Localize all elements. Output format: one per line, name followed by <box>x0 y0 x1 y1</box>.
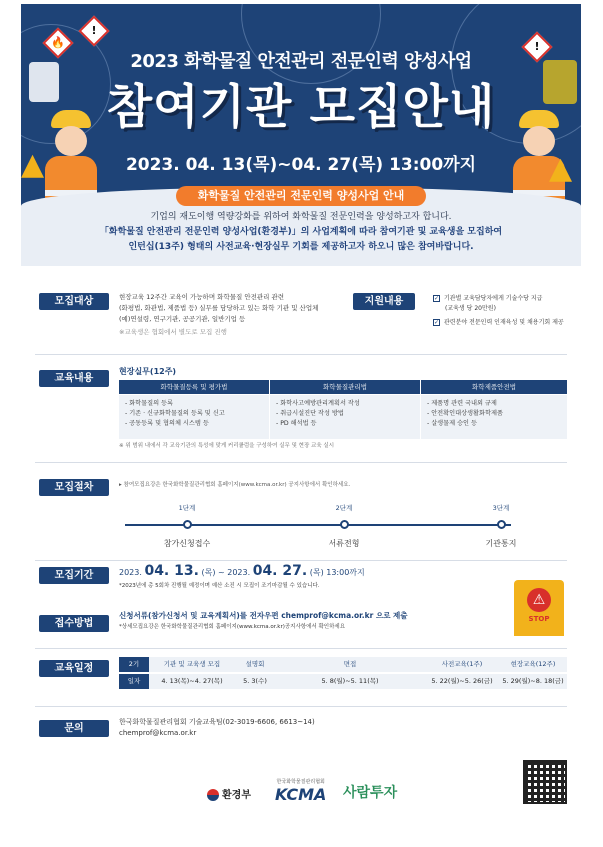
education-item: - 기존 · 신규화학물질의 등록 및 신고 <box>125 410 225 417</box>
section-label-period: 모집기간 <box>39 567 109 584</box>
intro-line: 인턴십(13주) 형태의 사전교육·현장실무 기회를 제공하고자 하오니 많은 참여바랍니다. <box>128 242 474 252</box>
step-name: 서류전형 <box>328 539 360 548</box>
logo-me-text: 환경부 <box>222 790 251 801</box>
subtitle: 2023 화학물질 안전관리 전문인력 양성사업 <box>130 51 472 72</box>
education-col-header: 화학물질관리법 <box>270 380 420 394</box>
checkbox-icon: ✓ <box>434 319 440 326</box>
step-number: 1단계 <box>178 504 196 512</box>
education-item: - 화학물질의 등록 <box>125 400 174 407</box>
logo-people-invest: 사람투자 <box>343 785 398 801</box>
intro-text <box>81 210 521 255</box>
recruit-date: 2023. 04. 13(목)~04. 27(목) 13:00까지 <box>125 155 477 175</box>
apply-main: 신청서류(참가신청서 및 교육계획서)를 전자우편 chemprof@kcma.or.kr 으로 제출 <box>119 611 408 620</box>
divider <box>35 706 567 707</box>
step-name: 기관통지 <box>485 539 517 548</box>
schedule-header-cell: 현장교육(12주) <box>510 660 556 668</box>
schedule-header-cell: 면접 <box>343 660 357 668</box>
logo-kcma <box>275 778 326 804</box>
period-start: 04. 13. <box>144 563 199 579</box>
support-text <box>433 294 573 328</box>
education-heading: 현장실무(12주) <box>119 367 177 376</box>
step-number: 2단계 <box>335 504 353 512</box>
section-label-target: 모집대상 <box>39 293 109 310</box>
education-note: ※ 위 범위 내에서 각 교육기관의 특성에 맞게 커리큘럼을 구성하여 실무 및 현장 교육 실시 <box>119 443 335 449</box>
hazard-flame-icon: 🔥 <box>42 27 73 58</box>
schedule-cell: 일자 <box>119 674 149 689</box>
education-col-cell <box>421 395 567 439</box>
period-note: *2023년에 총 5회차 진행될 예정이며 예산 소진 시 모집이 조기마감될 수 있습니다. <box>119 583 320 589</box>
section-label-education: 교육내용 <box>39 370 109 387</box>
schedule-header-cell: 기관 및 교육생 모집 <box>163 660 221 668</box>
stop-warning-icon: ⚠ <box>527 588 551 612</box>
education-item: - 취급시설진단 작성 방법 <box>276 410 344 417</box>
hazard-exclamation-icon: ! <box>78 15 109 46</box>
info-pill: 화학물질 안전관리 전문인력 양성사업 안내 <box>176 186 426 206</box>
period-start-day: (목) ~ 2023. <box>201 568 251 577</box>
contact-line: 한국화학물질관리협회 기술교육팀(02-3019-6606, 6613~14) <box>119 718 315 726</box>
schedule-row <box>119 674 567 689</box>
divider <box>35 560 567 561</box>
schedule-cell: 5. 3(수) <box>243 677 267 685</box>
schedule-cell: 5. 22(월)~5. 26(금) <box>431 677 493 685</box>
step-name: 참가신청접수 <box>163 539 211 548</box>
section-label-contact: 문의 <box>39 720 109 737</box>
period-end-day: (목) 13:00까지 <box>309 568 365 577</box>
target-note: ※교육생은 협회에서 별도로 모집 진행 <box>119 328 227 336</box>
stop-text: STOP <box>528 615 550 623</box>
schedule-cell: 5. 29(월)~8. 18(금) <box>502 677 564 685</box>
period-range <box>119 563 365 579</box>
schedule-cell: 4. 13(목)~4. 27(목) <box>161 677 223 685</box>
support-item: (교육생 당 20만원) <box>445 305 496 312</box>
logo-kcma-sub: 한국화학물질관리협회 <box>276 779 325 785</box>
schedule-cell: 5. 8(월)~5. 11(목) <box>321 677 379 685</box>
support-item: 기관별 교육담당자에게 기술수당 지급 <box>444 295 543 302</box>
schedule-header-row <box>119 657 567 672</box>
content-area <box>21 266 581 847</box>
section-label-schedule: 교육일정 <box>39 660 109 677</box>
step-dot <box>497 520 506 529</box>
education-item: - 살생물제 승인 등 <box>427 420 477 427</box>
education-col-header: 화학제품안전법 <box>421 380 567 394</box>
education-item: - PD 해석법 등 <box>276 420 317 427</box>
divider <box>35 648 567 649</box>
education-item: - 공동등록 및 협의체 시스템 등 <box>125 420 209 427</box>
stop-sign-illustration <box>514 580 564 636</box>
schedule-header-cell: 설명회 <box>245 660 265 668</box>
warning-triangle-icon: ▲ <box>549 151 573 186</box>
divider <box>35 462 567 463</box>
target-line: (화평법, 화관법, 제품법 등) 실무를 담당하고 있는 화학 기관 및 산업체 <box>119 304 319 312</box>
step-dot <box>340 520 349 529</box>
taegeuk-icon <box>207 789 219 801</box>
contact-email[interactable]: chemprof@kcma.or.kr <box>119 729 197 737</box>
support-item: 관련분야 전문인력 인재육성 및 채용기회 제공 <box>444 319 564 326</box>
intro-line: 기업의 재도이행 역량강화를 위하여 화학물질 전문인력을 양성하고자 합니다. <box>150 212 452 222</box>
logo-kcma-text: KCMA <box>275 785 327 804</box>
hero-banner <box>21 4 581 266</box>
logo-me <box>207 786 251 801</box>
education-item: - 안전확인대상생활화학제품 <box>427 410 503 417</box>
section-label-apply: 접수방법 <box>39 615 109 632</box>
step-dot <box>183 520 192 529</box>
procedure-note: ▸ 참여모집요강은 한국화학물질관리협회 홈페이지(www.kcma.or.kr) 공지사항에서 확인하세요. <box>119 482 351 488</box>
schedule-header-cell: 사전교육(1주) <box>441 660 483 668</box>
target-line: (예)연설령, 연구기관, 공공기관, 일반기업 등 <box>119 315 246 323</box>
page-title: 참여기관 모집안내 <box>106 80 496 135</box>
divider <box>35 354 567 355</box>
target-text <box>119 292 359 338</box>
section-label-procedure: 모집절차 <box>39 479 109 496</box>
qr-code[interactable] <box>523 760 567 804</box>
target-line: 현장교육 12주간 교육이 가능하며 화학물질 안전관리 관련 <box>119 293 285 301</box>
section-label-support: 지원내용 <box>353 293 415 310</box>
intro-line: 「화학물질 안전관리 전문인력 양성사업(환경부)」의 사업계획에 따라 참여기관 및 교육생을 모집하여 <box>99 227 503 237</box>
schedule-header-cell: 2기 <box>119 657 149 672</box>
education-col-cell <box>119 395 269 439</box>
hazard-exclamation-icon: ! <box>521 31 552 62</box>
education-col-header: 화학물질등록 및 평가법 <box>119 380 269 394</box>
education-col-cell <box>270 395 420 439</box>
period-end: 04. 27. <box>252 563 308 579</box>
checkbox-icon: ✓ <box>434 295 440 302</box>
poster <box>21 4 581 847</box>
warning-triangle-icon: ▲ <box>21 147 45 182</box>
period-year: 2023. <box>119 568 142 577</box>
apply-note: *상세모집요강은 한국화학물질관리협회 홈페이지(www.kcma.or.kr)공지사항에서 확인하세요 <box>119 624 346 630</box>
education-item: - 제품명 관련 국내외 규제 <box>427 400 497 407</box>
education-item: - 화학사고예방관리계획서 작성 <box>276 400 360 407</box>
step-number: 3단계 <box>492 504 510 512</box>
